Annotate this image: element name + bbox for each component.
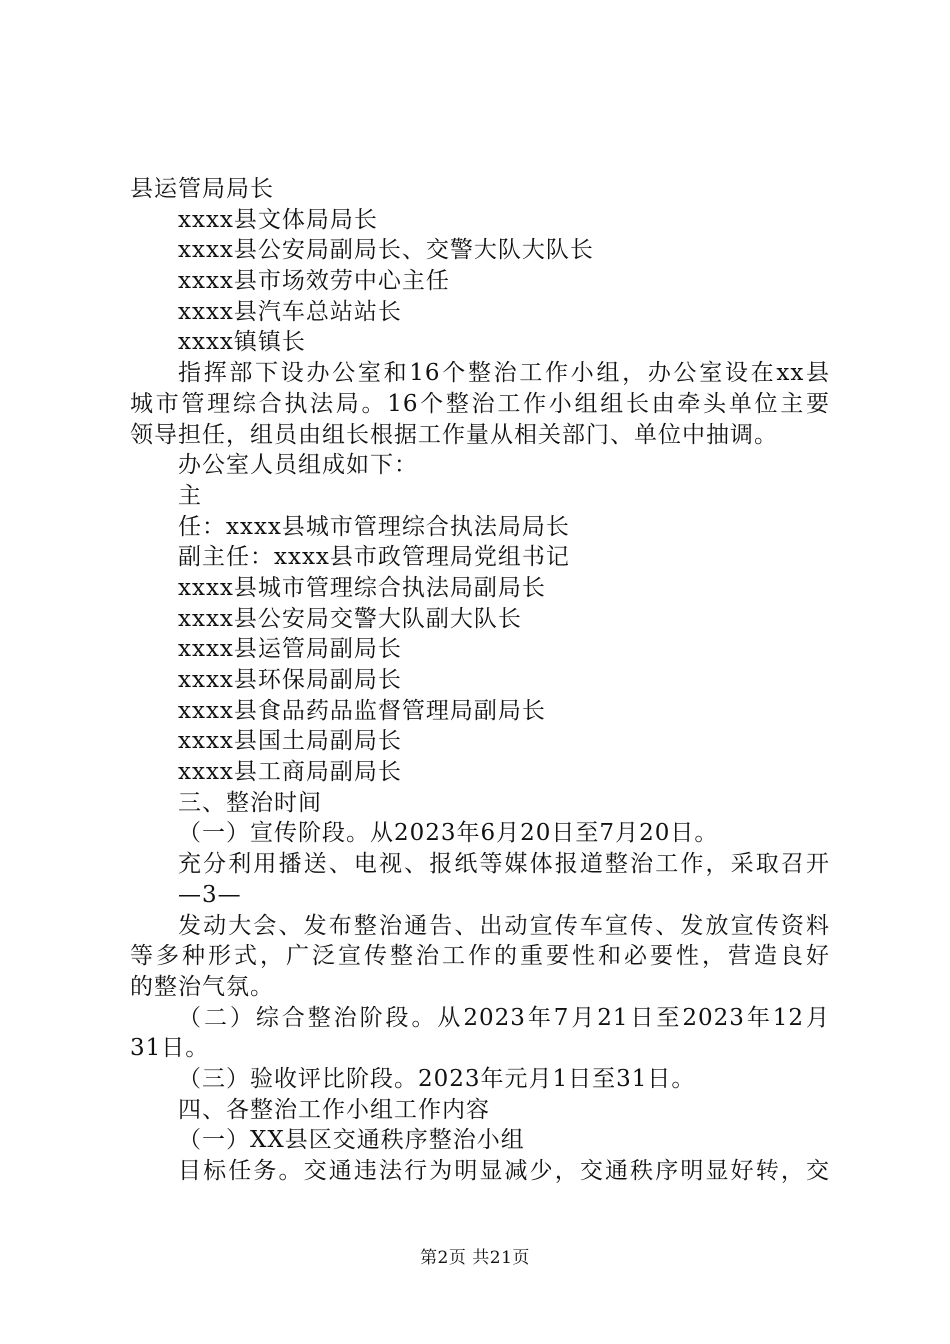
text-line: 领导担任，组员由组长根据工作量从相关部门、单位中抽调。 xyxy=(130,421,778,448)
text-line: xxxx县环保局副局长 xyxy=(178,667,402,693)
text-line: xxxx镇镇长 xyxy=(178,329,306,356)
text-line: 副主任：xxxx县市政管理局党组书记 xyxy=(178,544,570,571)
subsection-heading: （一）XX县区交通秩序整治小组 xyxy=(178,1127,525,1154)
text-line: xxxx县文体局局长 xyxy=(178,206,378,233)
text-line: 目标任务。交通违法行为明显减少，交通秩序明显好转，交 xyxy=(178,1158,830,1184)
text-line: xxxx县工商局副局长 xyxy=(178,759,402,786)
text-line: 县运管局局长 xyxy=(130,176,274,202)
text-line: 办公室人员组成如下： xyxy=(178,452,418,479)
text-line: xxxx县食品药品监督管理局副局长 xyxy=(178,697,546,724)
text-line: 指挥部下设办公室和16个整治工作小组，办公室设在xx县 xyxy=(178,360,830,387)
text-line: xxxx县城市管理综合执法局副局长 xyxy=(178,574,546,601)
page-marker: —3— xyxy=(178,881,242,908)
text-line: （二）综合整治阶段。从2023年7月21日至2023年12月 xyxy=(178,1004,830,1031)
text-line: 任：xxxx县城市管理综合执法局局长 xyxy=(178,513,570,540)
text-line: xxxx县运管局副局长 xyxy=(178,636,402,663)
document-body xyxy=(130,174,830,1187)
text-line: 等多种形式，广泛宣传整治工作的重要性和必要性，营造良好 xyxy=(130,943,830,970)
section-heading: 三、整治时间 xyxy=(178,789,322,816)
text-line: xxxx县公安局副局长、交警大队大队长 xyxy=(178,237,594,264)
text-line: 发动大会、发布整治通告、出动宣传车宣传、发放宣传资料 xyxy=(178,912,830,939)
text-line: xxxx县国土局副局长 xyxy=(178,728,402,755)
text-line: 31日。 xyxy=(130,1035,210,1062)
text-line: 城市管理综合执法局。16个整治工作小组组长由牵头单位主要 xyxy=(130,390,830,417)
page-footer: 第2页 共21页 xyxy=(420,1248,530,1268)
text-line: 主 xyxy=(178,482,202,509)
text-line: 充分利用播送、电视、报纸等媒体报道整治工作，采取召开 xyxy=(178,851,830,878)
text-line: xxxx县公安局交警大队副大队长 xyxy=(178,605,522,632)
text-line: 的整治气氛。 xyxy=(130,973,274,1000)
section-heading: 四、各整治工作小组工作内容 xyxy=(178,1096,490,1123)
text-line: xxxx县市场效劳中心主任 xyxy=(178,268,450,295)
text-line: （三）验收评比阶段。2023年元月1日至31日。 xyxy=(178,1065,696,1092)
text-line: （一）宣传阶段。从2023年6月20日至7月20日。 xyxy=(178,820,719,847)
text-line: xxxx县汽车总站站长 xyxy=(178,298,402,325)
